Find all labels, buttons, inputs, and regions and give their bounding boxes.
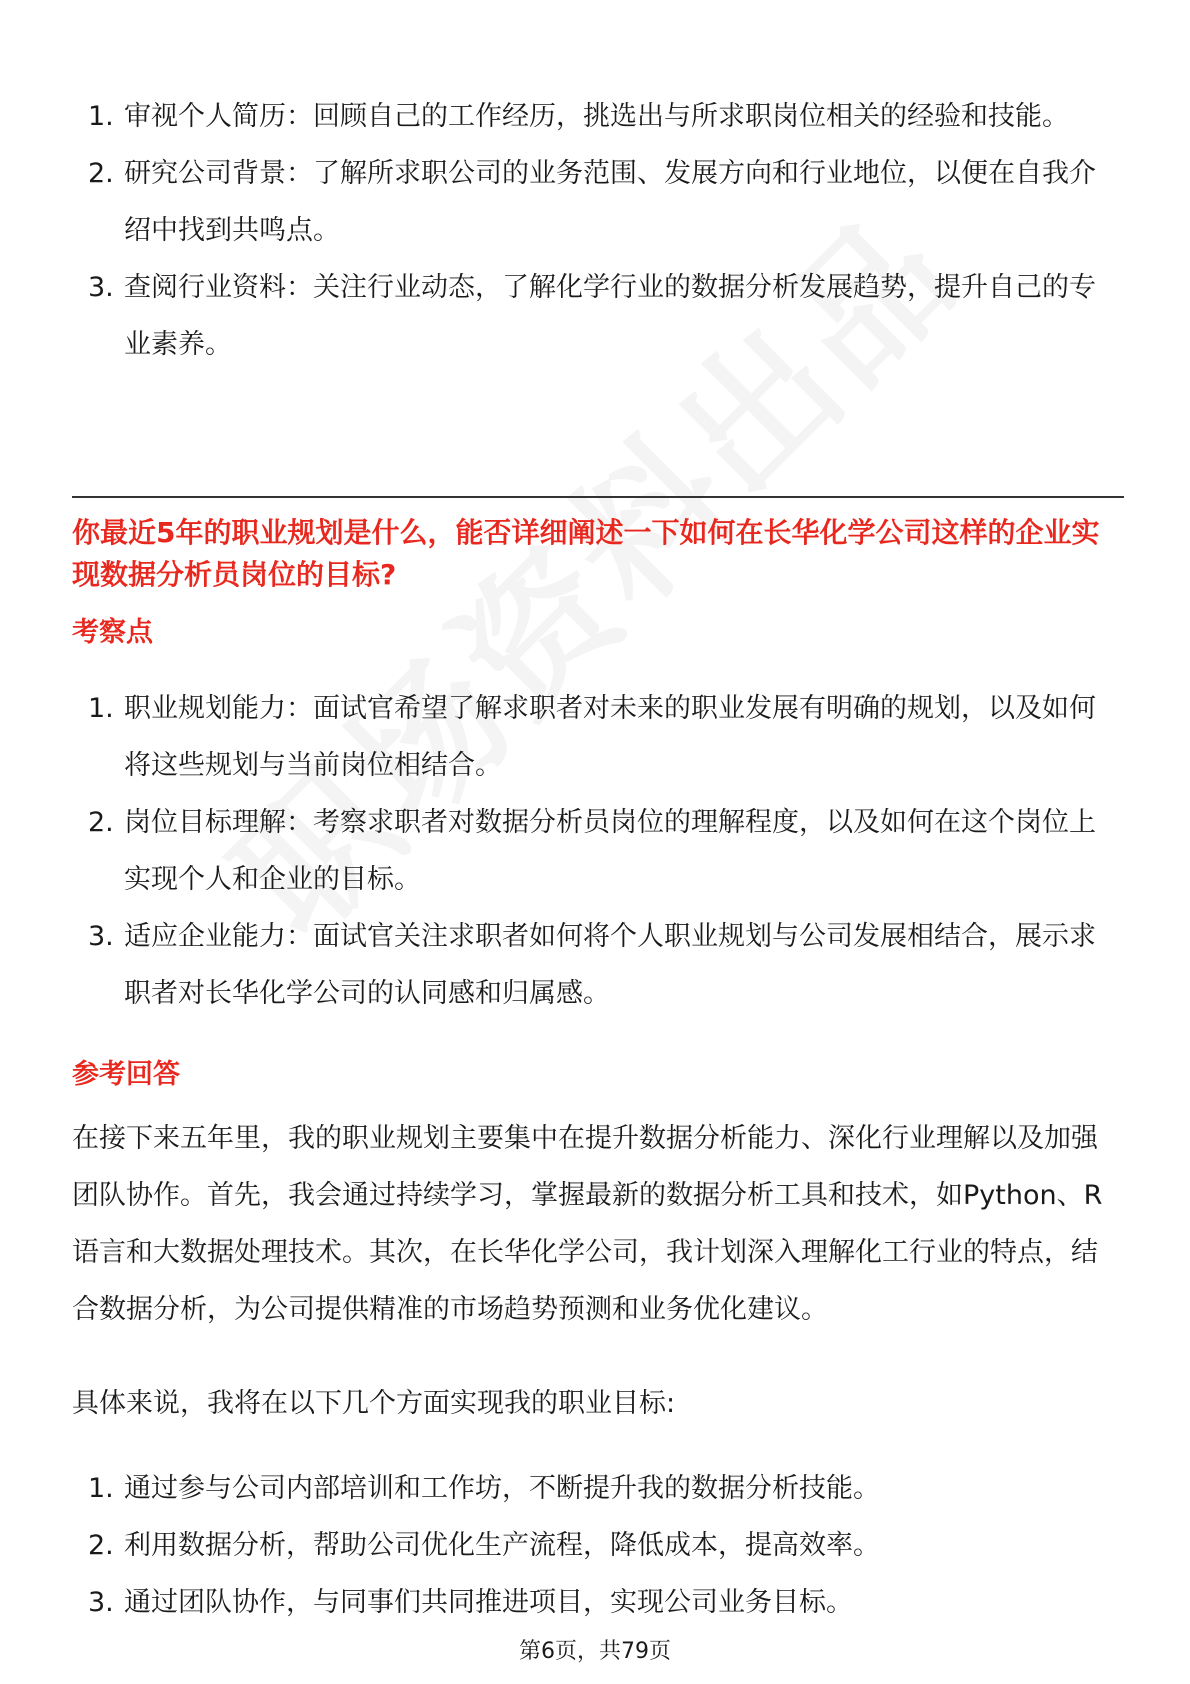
list-number: 1. xyxy=(88,693,114,724)
list-text: 利用数据分析，帮助公司优化生产流程，降低成本，提高效率。 xyxy=(124,1530,880,1561)
list-item xyxy=(72,680,1112,794)
list-text: 查阅行业资料：关注行业动态，了解化学行业的数据分析发展趋势，提升自己的专业素养。 xyxy=(124,272,1096,360)
list-number: 2. xyxy=(88,1530,114,1561)
list-number: 2. xyxy=(88,158,114,189)
list-text: 适应企业能力：面试官关注求职者如何将个人职业规划与公司发展相结合，展示求职者对长华化学公司的认同感和归属感。 xyxy=(124,921,1096,1009)
list-item xyxy=(72,794,1112,908)
answer-label: 参考回答 xyxy=(72,1059,180,1090)
exam-points-label: 考察点 xyxy=(72,617,153,648)
list-number: 3. xyxy=(88,272,114,303)
list-item xyxy=(72,908,1112,1022)
answer-paragraph: 在接下来五年里，我的职业规划主要集中在提升数据分析能力、深化行业理解以及加强团队协作。首先，我会通过持续学习，掌握最新的数据分析工具和技术，如Python、R语言和大数据处理技术。其次，在长华化学公司，我计划深入理解化工行业的特点，结合数据分析，为公司提供精准的市场趋势预测和业务优化建议。 xyxy=(72,1123,1103,1325)
list-text: 研究公司背景：了解所求职公司的业务范围、发展方向和行业地位，以便在自我介绍中找到共鸣点。 xyxy=(124,158,1096,246)
list-text: 职业规划能力：面试官希望了解求职者对未来的职业发展有明确的规划，以及如何将这些规划与当前岗位相结合。 xyxy=(124,693,1096,781)
list-number: 1. xyxy=(88,101,114,132)
list-item xyxy=(72,88,1112,145)
list-number: 2. xyxy=(88,807,114,838)
answer-paragraph: 具体来说，我将在以下几个方面实现我的职业目标: xyxy=(72,1388,676,1419)
list-text: 审视个人简历：回顾自己的工作经历，挑选出与所求职岗位相关的经验和技能。 xyxy=(124,101,1069,132)
section-divider xyxy=(72,496,1124,498)
list-number: 3. xyxy=(88,921,114,952)
list-item xyxy=(72,259,1112,373)
list-item xyxy=(72,1517,1112,1574)
answer-list xyxy=(72,1460,1112,1631)
list-text: 岗位目标理解：考察求职者对数据分析员岗位的理解程度，以及如何在这个岗位上实现个人和企业的目标。 xyxy=(124,807,1096,895)
top-numbered-list xyxy=(72,88,1112,373)
list-number: 3. xyxy=(88,1587,114,1618)
list-text: 通过团队协作，与同事们共同推进项目，实现公司业务目标。 xyxy=(124,1587,853,1618)
list-number: 1. xyxy=(88,1473,114,1504)
question-heading: 你最近5年的职业规划是什么，能否详细阐述一下如何在长华化学公司这样的企业实现数据分析员岗位的目标? xyxy=(72,516,1100,591)
list-item xyxy=(72,145,1112,259)
exam-points-list xyxy=(72,680,1112,1022)
list-item xyxy=(72,1460,1112,1517)
list-item xyxy=(72,1574,1112,1631)
page-footer: 第6页，共79页 xyxy=(519,1639,671,1664)
list-text: 通过参与公司内部培训和工作坊，不断提升我的数据分析技能。 xyxy=(124,1473,880,1504)
